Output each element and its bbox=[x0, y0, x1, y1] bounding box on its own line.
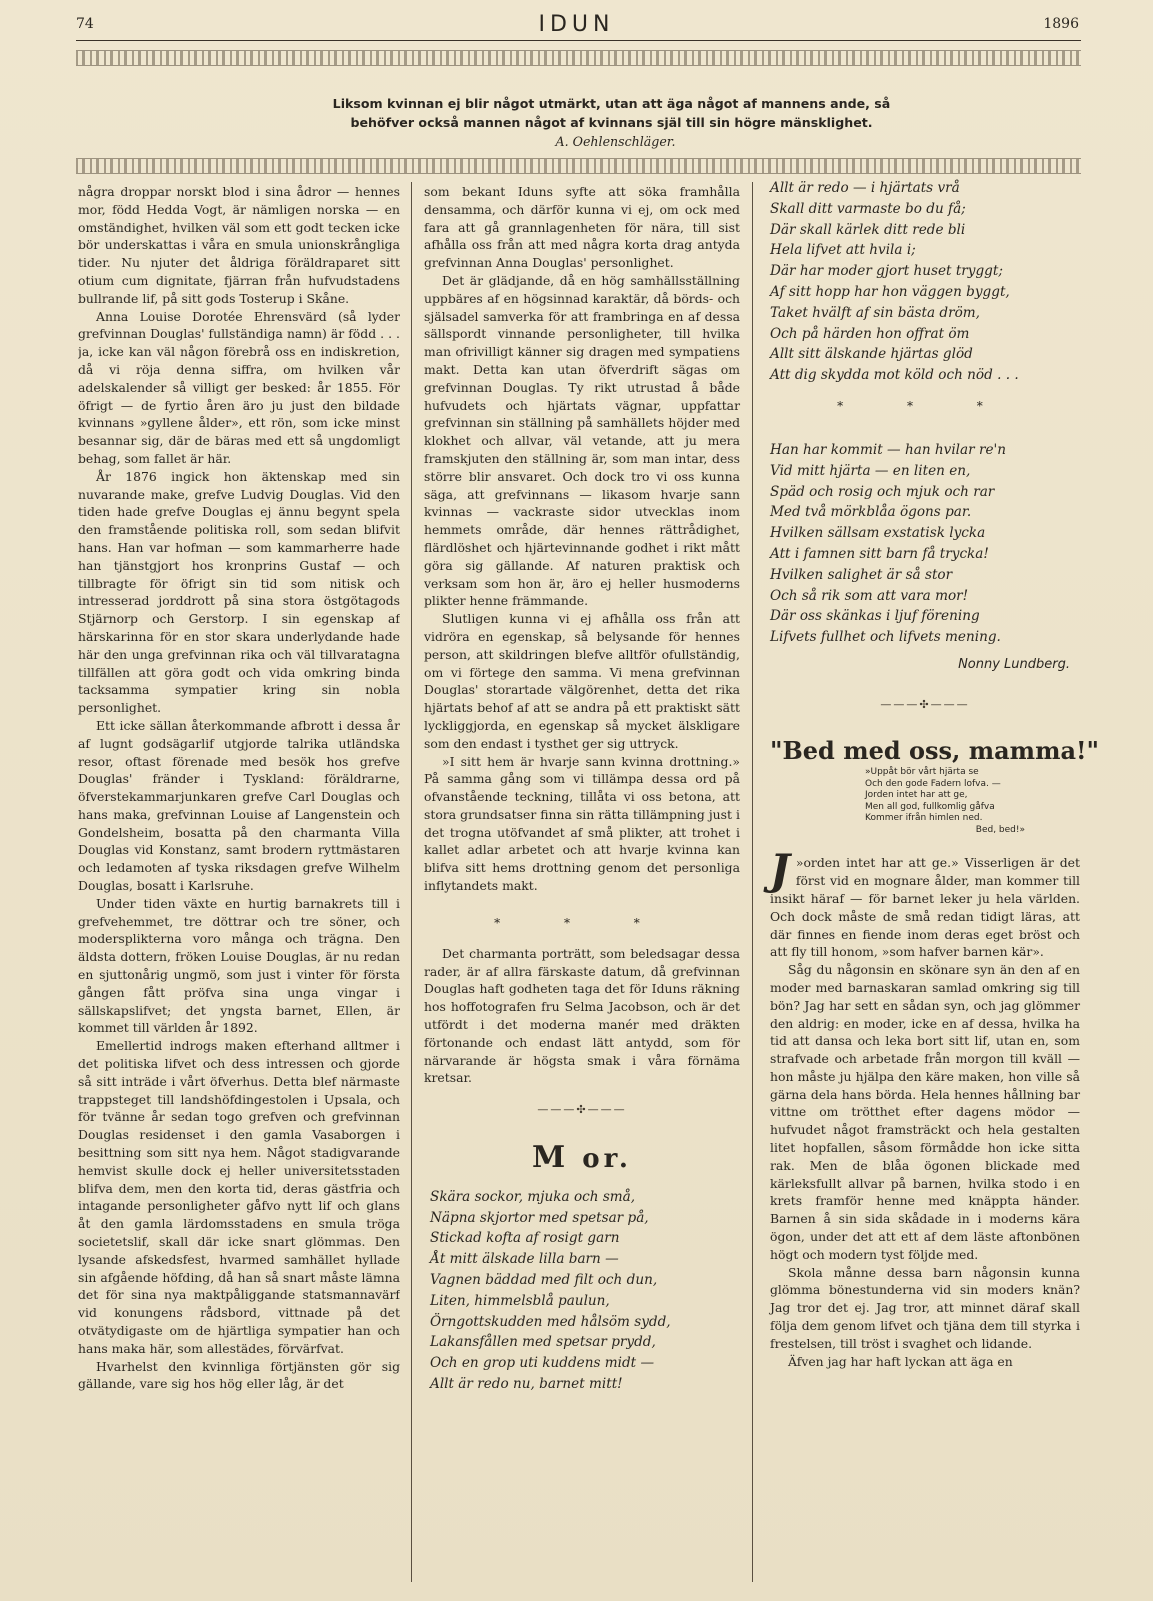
ornament-border-bottom bbox=[76, 158, 1081, 174]
poem-part-2 bbox=[770, 440, 1080, 648]
poem-line: Vagnen bäddad med filt och dun, bbox=[430, 1272, 658, 1289]
paragraph: År 1876 ingick hon äktenskap med sin nuvarande make, grefve Ludvig Douglas. Vid den tiden hade grefve Douglas ej ännu begynt spela den framstående politiska roll, som sedan blifvit hans. Han var hofman — som kammarherre hade han tjänstgjort hos kronprins Gustaf — och tillbragte för öfrigt sin tid som nitisk och intresserad jorddrott på sina stora östgötagods Stjärnorp och Gerstorp. I sin egenskap af härskarinna för en stor skara underlydande hade här den unga grefvinnan rika och väl tillvaratagna tillfällen att göra godt och vida omkring binda tacksamma sympatier kring sin nobla personlighet. bbox=[78, 468, 400, 716]
poem-stars: * * * bbox=[837, 398, 1013, 413]
epigraph-line: Jorden intet har att ge, bbox=[865, 790, 968, 801]
quote-author: A. Oehlenschläger. bbox=[555, 134, 676, 149]
quote-line: Liksom kvinnan ej blir något utmärkt, utan att äga något af mannens ande, så bbox=[332, 96, 891, 111]
poem-line: Åt mitt älskade lilla barn — bbox=[430, 1251, 619, 1268]
caption-paragraph: Det charmanta porträtt, som beledsagar dessa rader, är af allra färskaste datum, då grefvinnan Douglas haft godheten taga det för Iduns räkning hos hoffotografen fru Selma Jacobson, och är det utfördt i det moderna manér med dräkten förtonande och endast lätt antydd, som för närvarande är högsta smak i våra förnäma kretsar. bbox=[424, 945, 740, 1086]
article-title-bed: "Bed med oss, mamma!" bbox=[770, 735, 1100, 765]
epigraph-line: Men all god, fullkomlig gåfva bbox=[865, 801, 995, 812]
poem-line: Hvilken sällsam exstatisk lycka bbox=[770, 525, 986, 542]
paragraph: några droppar norskt blod i sina ådror — hennes mor, född Hedda Vogt, är nämligen norska — en omständighet, hvilken väl som ett godt tecken icke bör underskattas i våra en smula unionskrångliga tider. Nu njuter det åldriga föräldraparet sitt otium cum dignitate, fjärran från hufvudstadens bullrande lif, på sitt gods Tosterup i Skåne. bbox=[78, 184, 400, 306]
paragraph: Under tiden växte en hurtig barnakrets till i grefvehemmet, tre döttrar och tre söner, och modersplikterna voro många och trägna. Den äldsta dottern, fröken Louise Douglas, är nu redan en sjuttonårig ungmö, som just i vinter för första gången fått pröfva sina unga vingar i sällskapslifvet; det yngsta barnet, Ellen, är kommet till världen år 1892. bbox=[78, 895, 400, 1036]
poem-line: Han har kommit — han hvilar re'n bbox=[770, 441, 1006, 458]
paragraph: Anna Louise Dorotée Ehrensvärd (så lyder grefvinnan Douglas' fullständiga namn) är född . . . ja, icke kan väl någon förebrå oss en indiskretion, då vi röja denna siffra, om hvilken vår adelskalender så villigt ger besked: år 1855. För öfrigt — de fyrtio åren äro ju just den bildade kvinnans »gyllene ålder», ett rön, som icke minst besannar sig, där de bäras med ett så ungdomligt behag, som fallet är här. bbox=[78, 308, 400, 466]
poem-line: Där oss skänkas i ljuf förening bbox=[770, 608, 980, 625]
epigraph-line: Bed, bed!» bbox=[975, 824, 1025, 835]
poem-line: Skall ditt varmaste bo du få; bbox=[770, 200, 966, 217]
poem-signature: Nonny Lundberg. bbox=[958, 656, 1070, 672]
poem-part-1 bbox=[770, 178, 1080, 386]
epigraph-line: Kommer ifrån himlen ned. bbox=[865, 813, 983, 824]
epigraph-line: Och den gode Fadern lofva. — bbox=[865, 778, 1001, 789]
poem-line: Allt är redo nu, barnet mitt! bbox=[430, 1376, 623, 1393]
poem-line: Och så rik som att vara mor! bbox=[770, 587, 969, 604]
poem-line: Späd och rosig och mjuk och rar bbox=[770, 483, 995, 500]
paragraph: Skola månne dessa barn någonsin kunna glömma bönestunderna vid sin moders knän? Jag tror det ej. Jag tror, att minnet däraf skall följa dem genom lifvet och tjäna dem till styrka i frestelsen, till tröst i svaghet och lidande. bbox=[770, 1264, 1080, 1351]
poem-line: Med två mörkblåa ögons par. bbox=[770, 504, 972, 521]
paragraph: Slutligen kunna vi ej afhålla oss från att vidröra en egenskap, så belysande för hennes person, att skildringen blefve alltför ofullständig, om vi förtege den samma. Vi mena grefvinnan Douglas' storartade välgörenhet, detta det rika hjärtats behof af att se andra på ett praktiskt sätt lyckliggjorda, en egenskap så mycket älskligare som den endast i tysthet ger sig uttryck. bbox=[424, 611, 740, 751]
quote-line: behöfver också mannen något af kvinnans själ till sin högre mänsklighet. bbox=[350, 115, 873, 130]
year: 1896 bbox=[1043, 16, 1079, 32]
article-epigraph bbox=[795, 767, 1055, 836]
paragraph: Äfven jag har haft lyckan att äga en bbox=[788, 1353, 1013, 1369]
paragraph: Emellertid indrogs maken efterhand alltmer i det politiska lifvet och dess intressen och gjorde så sitt inträde i vårt öfverhus. Detta blef närmaste trappsteget till landshöfdingestolen i Upsala, och för tvänne år sedan togo grefven och grefvinnan Douglas residenset i den gamla Vasaborgen i besittning som sitt nya hem. Något stadigvarande hemvist skulle dock ej heller universitetsstaden blifva dem, men den korta tid, deras gästfria och intagande personligheter gåfvo nytt lif och glans åt den gamla lärdomsstadens en smula tröga societetslif, skall där icke snart glömmas. Den lysande afskedsfest, hvarmed samhället hyllade sin afgående höfding, då han så snart måste lämna det för sina nya maktpåliggande statsmannavärf vid konungens rådsbord, vittnade på det otvätydigaste om de hjärtliga sympatier han och hans maka här, som allestädes, förvärfvat. bbox=[78, 1038, 400, 1356]
poem-mor bbox=[424, 1187, 740, 1395]
paragraph: som bekant Iduns syfte att söka framhålla densamma, och därför kunna vi ej, om ock med fara att gå grannlagenheten för nära, till sist afhålla oss från att med några korta drag antyda grefvinnan Anna Douglas' personlighet. bbox=[424, 184, 740, 271]
poem-line: Näpna skjortor med spetsar på, bbox=[430, 1209, 649, 1226]
separator-ornament: ———✣——— bbox=[537, 1103, 627, 1117]
magazine-title: IDUN bbox=[538, 12, 615, 37]
poem-line: Skära sockor, mjuka och små, bbox=[430, 1188, 636, 1205]
column-divider bbox=[752, 182, 753, 1582]
paragraph: Ett icke sällan återkommande afbrott i dessa år af lugnt godsägarlif utgjorde talrika utländska resor, oftast förenade med besök hos grefve Douglas' fränder i Tyskland: föräldrarne, öfverstekammarjunkaren grefve Carl Douglas och hans maka, grefvinnan Louise af Langenstein och Gondelsheim, bosatta på den charmanta Villa Douglas vid Konstanz, samt brodern ryttmästaren och ledamoten af tyska riksdagen grefve Wilhelm Douglas, bosatt i Karlsruhe. bbox=[78, 717, 400, 894]
paragraph: »I sitt hem är hvarje sann kvinna drottning.» På samma gång som vi tillämpa dessa ord på ofvanstående teckning, tillåta vi oss betona, att stora grundsatser finna sin rätta tillämpning just i det trogna utöfvandet af små plikter, att trohet i kallet adlar arbetet och att hvarje kvinna kan blifva sitt hems drottning genom det personliga inflytandets makt. bbox=[424, 753, 740, 894]
ornament-border-top bbox=[76, 50, 1081, 66]
poem-line: Hvilken salighet är så stor bbox=[770, 566, 953, 583]
poem-line: Örngottskudden med hålsöm sydd, bbox=[430, 1313, 671, 1330]
poem-line: Stickad kofta af rosigt garn bbox=[430, 1230, 620, 1247]
poem-line: Där har moder gjort huset tryggt; bbox=[770, 263, 1003, 280]
poem-line: Vid mitt hjärta — en liten en, bbox=[770, 462, 971, 479]
poem-title-mor bbox=[424, 1140, 740, 1176]
article-column-2 bbox=[424, 183, 740, 1395]
poem-line: Taket hvälft af sin bästa dröm, bbox=[770, 304, 981, 321]
poem-line: Och en grop uti kuddens midt — bbox=[430, 1355, 655, 1372]
separator-ornament: ———✣——— bbox=[880, 697, 970, 711]
article-column-1 bbox=[78, 183, 400, 1573]
poem-line: Hela lifvet att hvila i; bbox=[770, 242, 916, 259]
poem-line: Liten, himmelsblå paulun, bbox=[430, 1292, 610, 1309]
title-rest: or. bbox=[582, 1144, 632, 1175]
poem-line: Att dig skydda mot köld och nöd . . . bbox=[770, 367, 1019, 384]
title-initial: M bbox=[532, 1140, 570, 1176]
paragraph-text: »orden intet har att ge.» Visserligen är det först vid en mognare ålder, man kommer till insikt häraf — för barnet leker ju hela världen. Och dock måste de små redan tidigt läras, att där finnes en fiende inom deras eget bröst och att fly till honom, »som hafver barnen kär». bbox=[770, 855, 1080, 960]
page-header bbox=[70, 14, 1083, 36]
page-number: 74 bbox=[76, 16, 94, 32]
paragraph: Det är glädjande, då en hög samhällsställning uppbäres af en högsinnad karaktär, då börds- och själsadel samverka för att frambringa en af dessa sällspordt vinnande personligheter, till hvilka man ofrivilligt känner sig dragen med sympatiens makt. Detta kan utan öfverdrift sägas om grefvinnan Douglas. Ty rikt utrustad å både hufvudets och hjärtats vägnar, uppfattar grefvinnan sin ställning på samhällets höjder med klokhet och allvar, väl vetande, att ju mera framskjuten den ställning är, som man intar, dess större blir ansvaret. Och dock tro vi oss kunna säga, att grefvinnans — likasom hvarje sann kvinnas — vackraste sidor utvecklas inom hemmets område, där hennes rättrådighet, flärdlöshet och hjärtevinnande godhet i rikt mått göra sig gällande. Af naturen praktisk och verksam som hon är, äro ej heller husmoderns plikter henne främmande. bbox=[424, 272, 740, 609]
poem-line: Där skall kärlek ditt rede bli bbox=[770, 221, 966, 238]
epigraph-quote bbox=[240, 94, 983, 151]
paragraph: Såg du någonsin en skönare syn än den af en moder med barnaskaran samlad omkring sig till bön? Jag har sett en sådan syn, och jag glömmer den aldrig: en moder, icke en af dessa, hvilka ha tid att dansa och leka bort sitt lif, utan en, som strafvade och arbetade från morgon till kväll — hon måste ju hjälpa den käre maken, hon ville så gärna dela hans börda. Hela hennes hållning bar vittne om trötthet efter dagens mödor — hufvudet något framsträckt och hela gestalten litet hopfallen, såsom förmådde hon icke sitta rak. Men de blåa ögonen blickade med kärleksfullt allvar på barnen, hvilka stodo i en krets framför henne med knäppta händer. Barnen å sin sida skådade in i moderns kära ögon, under det att ett af dem läste aftonbönen högt och modern tyst följde med. bbox=[770, 962, 1080, 1262]
article-column-3 bbox=[770, 178, 1100, 1370]
column-divider bbox=[411, 182, 412, 1582]
paragraph bbox=[770, 845, 1080, 961]
poem-line: Af sitt hopp har hon väggen byggt, bbox=[770, 283, 1010, 300]
poem-line: Och på härden hon offrat öm bbox=[770, 325, 970, 342]
section-stars: * * * bbox=[494, 915, 670, 930]
paragraph: Hvarhelst den kvinnliga förtjänsten gör sig gällande, vare sig hos hög eller låg, är det bbox=[78, 1358, 400, 1392]
drop-cap: J bbox=[770, 845, 790, 895]
epigraph-line: »Uppåt bör vårt hjärta se bbox=[865, 767, 979, 778]
poem-line: Allt sitt älskande hjärtas glöd bbox=[770, 346, 973, 363]
poem-line: Allt är redo — i hjärtats vrå bbox=[770, 180, 960, 196]
poem-line: Att i famnen sitt barn få trycka! bbox=[770, 545, 989, 562]
poem-line: Lakansfållen med spetsar prydd, bbox=[430, 1334, 656, 1351]
header-rule bbox=[76, 40, 1081, 41]
poem-line: Lifvets fullhet och lifvets mening. bbox=[770, 629, 1001, 646]
